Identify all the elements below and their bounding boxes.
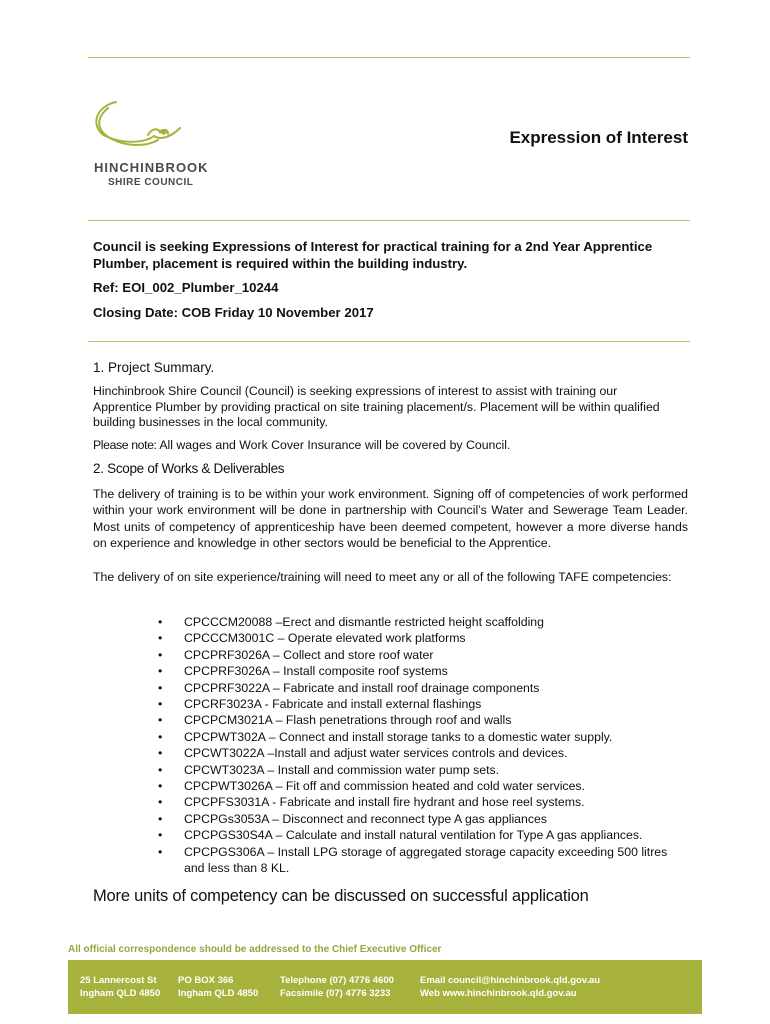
bullet: •	[158, 615, 163, 629]
bullet: •	[158, 697, 163, 712]
list-item: • CPCWT3022A –Install and adjust water services controls and devices.	[158, 746, 568, 761]
more-units-note: More units of competency can be discussed on successful application	[93, 887, 589, 905]
footer-address: 25 Lannercost St Ingham QLD 4850	[80, 975, 161, 999]
bullet: •	[158, 795, 163, 810]
footer-phone	[280, 974, 394, 1000]
list-item: • CPCPRF3026A – Install composite roof systems	[158, 664, 448, 679]
list-item: • CPCCCM3001C – Operate elevated work platforms	[158, 631, 466, 646]
header-rule	[88, 220, 690, 221]
intro-text: Council is seeking Expressions of Interest for practical training for a 2nd Year Apprentice Plumber, placement is required within the building industry.	[93, 239, 653, 271]
correspondence-line: All official correspondence should be addressed to the Chief Executive Officer	[68, 944, 442, 955]
reference-number: Ref: EOI_002_Plumber_10244	[93, 280, 279, 295]
bullet: •	[158, 762, 163, 777]
list-item: • CPCPCM3021A – Flash penetrations through roof and walls	[158, 713, 512, 728]
project-summary-body: Hinchinbrook Shire Council (Council) is seeking expressions of interest to assist with training our Apprentice Plumber by providing practical on site training placement/s. Placement will be within qualified building businesses in the local community.	[93, 384, 660, 429]
email-link[interactable]: Email council@hinchinbrook.qld.gov.au	[420, 975, 601, 986]
project-summary-heading: 1. Project Summary.	[93, 360, 215, 375]
list-item: • CPCCCM20088 –Erect and dismantle restricted height scaffolding	[158, 615, 544, 629]
document-title: Expression of Interest	[509, 128, 688, 147]
scope-heading: 2. Scope of Works & Deliverables	[93, 461, 285, 476]
list-item: • CPCPWT3026A – Fit off and commission heated and cold water services.	[158, 779, 585, 794]
logo-title: HINCHINBROOK	[94, 160, 209, 175]
list-item: • CPCWT3023A – Install and commission water pump sets.	[158, 762, 500, 777]
scope-paragraph-2: The delivery of on site experience/training will need to meet any or all of the following TAFE competencies:	[93, 570, 672, 584]
logo-subtitle: SHIRE COUNCIL	[108, 177, 194, 188]
list-item: • CPCRF3023A - Fabricate and install external flashings	[158, 697, 482, 712]
competency-list	[158, 614, 690, 877]
bullet: •	[158, 779, 163, 794]
footer-contact	[420, 974, 600, 1000]
bullet: •	[158, 729, 163, 744]
web-link[interactable]: Web www.hinchinbrook.qld.gov.au	[420, 988, 577, 999]
list-item: • CPCPRF3022A – Fabricate and install roof drainage components	[158, 680, 540, 695]
footer-bar	[68, 960, 702, 1014]
closing-date: Closing Date: COB Friday 10 November 2017	[93, 305, 374, 320]
top-rule	[88, 57, 690, 58]
telephone: Telephone (07) 4776 4600	[280, 975, 394, 986]
bullet: •	[158, 811, 163, 826]
bullet: •	[158, 844, 163, 859]
bullet: •	[158, 647, 163, 662]
bullet: •	[158, 631, 163, 646]
intro-rule	[88, 341, 690, 342]
list-item: • CPCPWT302A – Connect and install storage tanks to a domestic water supply.	[158, 729, 613, 744]
bullet: •	[158, 828, 163, 843]
please-note-label: Please note:	[93, 438, 157, 452]
please-note-text: All wages and Work Cover Insurance will be covered by Council.	[156, 438, 511, 452]
scope-paragraph-1: The delivery of training is to be within your work environment. Signing off of competencies of work performed within your work environment will be done in partnership with Council’s Water and Sewerage Team Leader. Most units of competency of apprenticeship have been deemed competent, however a more diverse hands on experience and knowledge in other sectors would be beneficial to the Apprentice.	[93, 487, 688, 550]
bullet: •	[158, 746, 163, 761]
list-item: • CPCPFS3031A - Fabricate and install fire hydrant and hose reel systems.	[158, 795, 585, 810]
bullet: •	[158, 680, 163, 695]
bullet: •	[158, 664, 163, 679]
facsimile: Facsimile (07) 4776 3233	[280, 988, 391, 999]
list-item: • CPCPGS306A – Install LPG storage of aggregated storage capacity exceeding 500 litres and less than 8 KL.	[158, 844, 668, 876]
bullet: •	[158, 713, 163, 728]
footer-po-box: PO BOX 366 Ingham QLD 4850	[178, 975, 259, 999]
list-item: • CPCPRF3026A – Collect and store roof water	[158, 647, 434, 662]
list-item: • CPCPGS30S4A – Calculate and install natural ventilation for Type A gas appliances.	[158, 828, 643, 843]
please-note	[93, 438, 510, 452]
list-item: • CPCPGs3053A – Disconnect and reconnect type A gas appliances	[158, 811, 547, 826]
